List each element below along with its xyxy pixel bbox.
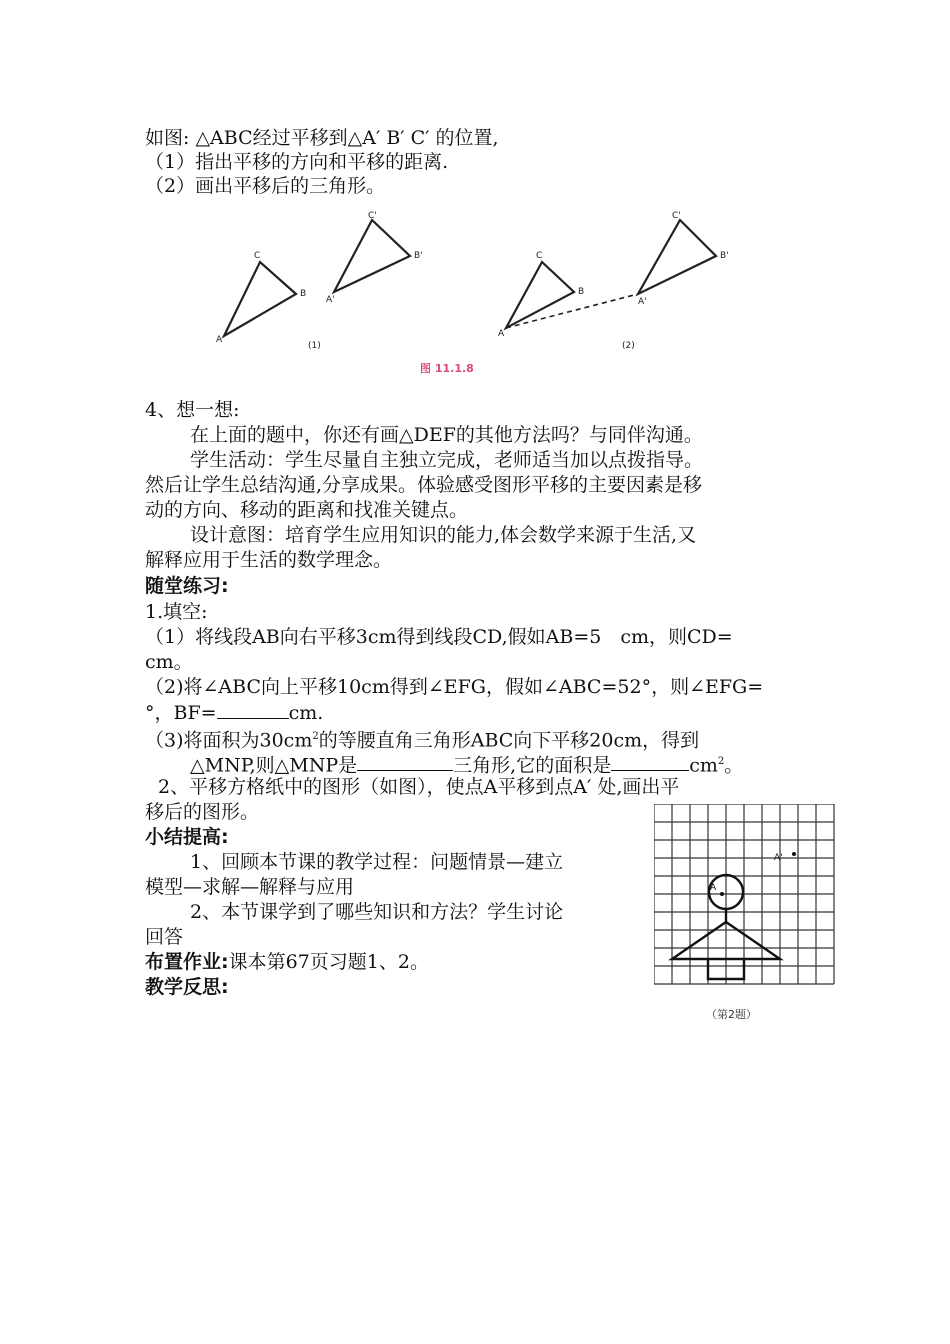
q1-3a-post: 的等腰直角三角形ABC向下平移20cm，得到	[318, 729, 700, 752]
q1-3a-pre: （3)将面积为30cm	[145, 729, 313, 752]
label-b1-2: B'	[720, 251, 729, 261]
answer-blank-bf[interactable]	[217, 700, 289, 719]
point-a1	[792, 852, 796, 856]
q1-3b-unit: cm	[689, 754, 718, 777]
label-b1: B'	[414, 251, 423, 261]
label-c-2: C	[536, 251, 543, 261]
think-heading: 4、想一想:	[145, 399, 240, 421]
homework-label: 布置作业:	[145, 951, 229, 973]
grid-label-a: A	[710, 883, 717, 893]
answer-blank-triangle-type[interactable]	[357, 752, 453, 771]
label-c1: C'	[368, 211, 377, 221]
homework-text: 课本第67页习题1、2。	[228, 951, 429, 973]
q1-3b-sup: 2	[717, 756, 725, 767]
triangle-a1b1c1-2	[638, 220, 716, 294]
point-a	[720, 892, 724, 896]
intro-line-3: （2）画出平移后的三角形。	[145, 175, 386, 197]
practice-q1-1b: cm。	[145, 651, 193, 673]
homework-line	[145, 950, 429, 974]
answer-blank-area[interactable]	[611, 752, 689, 771]
summary-p1a: 1、回顾本节课的教学过程：问题情景—建立	[190, 851, 564, 873]
label-b-2: B	[578, 287, 585, 297]
translation-figure	[210, 206, 750, 388]
intro-line-1: 如图: △ABC经过平移到△A′ B′ C′ 的位置,	[145, 127, 499, 149]
practice-q1-2b	[145, 700, 323, 725]
practice-q1-1a: （1）将线段AB向右平移3cm得到线段CD,假如AB=5 cm，则CD=	[145, 626, 733, 648]
think-p2b: 然后让学生总结沟通,分享成果。体验感受图形平移的主要因素是移	[145, 474, 703, 496]
think-p3b: 解释应用于生活的数学理念。	[145, 549, 393, 571]
practice-q1-3a	[145, 725, 699, 752]
q1-2b-post: cm.	[288, 702, 324, 724]
think-p3a: 设计意图：培育学生应用知识的能力,体会数学来源于生活,又	[190, 524, 697, 546]
label-c1-2: C'	[672, 211, 681, 221]
triangle-a1b1c1-1	[334, 220, 410, 292]
practice-q1: 1.填空:	[145, 601, 208, 623]
triangle-abc-2	[506, 262, 574, 328]
summary-p2a: 2、本节课学到了哪些知识和方法？学生讨论	[190, 901, 564, 923]
summary-heading: 小结提高:	[145, 826, 229, 848]
triangle-abc-1	[224, 262, 296, 336]
sub-label-1: (1)	[308, 341, 321, 351]
sub-label-2: (2)	[622, 341, 635, 351]
practice-q1-3b	[190, 750, 743, 777]
q1-3a-sup: 2	[312, 731, 319, 742]
practice-heading: 随堂练习:	[145, 575, 229, 597]
figure-caption: 图 11.1.8	[420, 362, 474, 375]
grid-caption: （第2题）	[706, 1008, 757, 1021]
q1-3b-mid: 三角形,它的面积是	[453, 754, 612, 777]
label-a: A	[216, 335, 223, 345]
label-b: B	[300, 289, 307, 299]
label-c: C	[254, 251, 261, 261]
practice-q2b: 移后的图形。	[145, 801, 260, 823]
intro-line-2: （1）指出平移的方向和平移的距离.	[145, 151, 449, 173]
q1-2b-pre: °，BF=	[145, 702, 217, 724]
grid-label-a1: A'	[774, 853, 783, 863]
grid-figure	[654, 804, 836, 1026]
translation-dashed-line	[506, 294, 638, 328]
reflection-label: 教学反思:	[145, 976, 229, 998]
summary-p2b: 回答	[145, 926, 184, 948]
q1-3b-end: 。	[724, 754, 744, 777]
practice-q2a: 2、平移方格纸中的图形（如图），使点A平移到点A′ 处,画出平	[158, 776, 680, 798]
practice-q1-2a: （2)将∠ABC向上平移10cm得到∠EFG，假如∠ABC=52°，则∠EFG=	[145, 676, 764, 698]
label-a1: A'	[326, 295, 335, 305]
label-a1-2: A'	[638, 297, 647, 307]
label-a-2: A	[498, 329, 505, 339]
think-p2c: 动的方向、移动的距离和找准关键点。	[145, 499, 469, 521]
think-p1: 在上面的题中，你还有画△DEF的其他方法吗？与同伴沟通。	[190, 424, 703, 446]
summary-p1b: 模型—求解—解释与应用	[145, 876, 355, 898]
think-p2a: 学生活动：学生尽量自主独立完成，老师适当加以点拨指导。	[190, 449, 704, 471]
q1-3b-pre: △MNP,则△MNP是	[190, 754, 358, 777]
